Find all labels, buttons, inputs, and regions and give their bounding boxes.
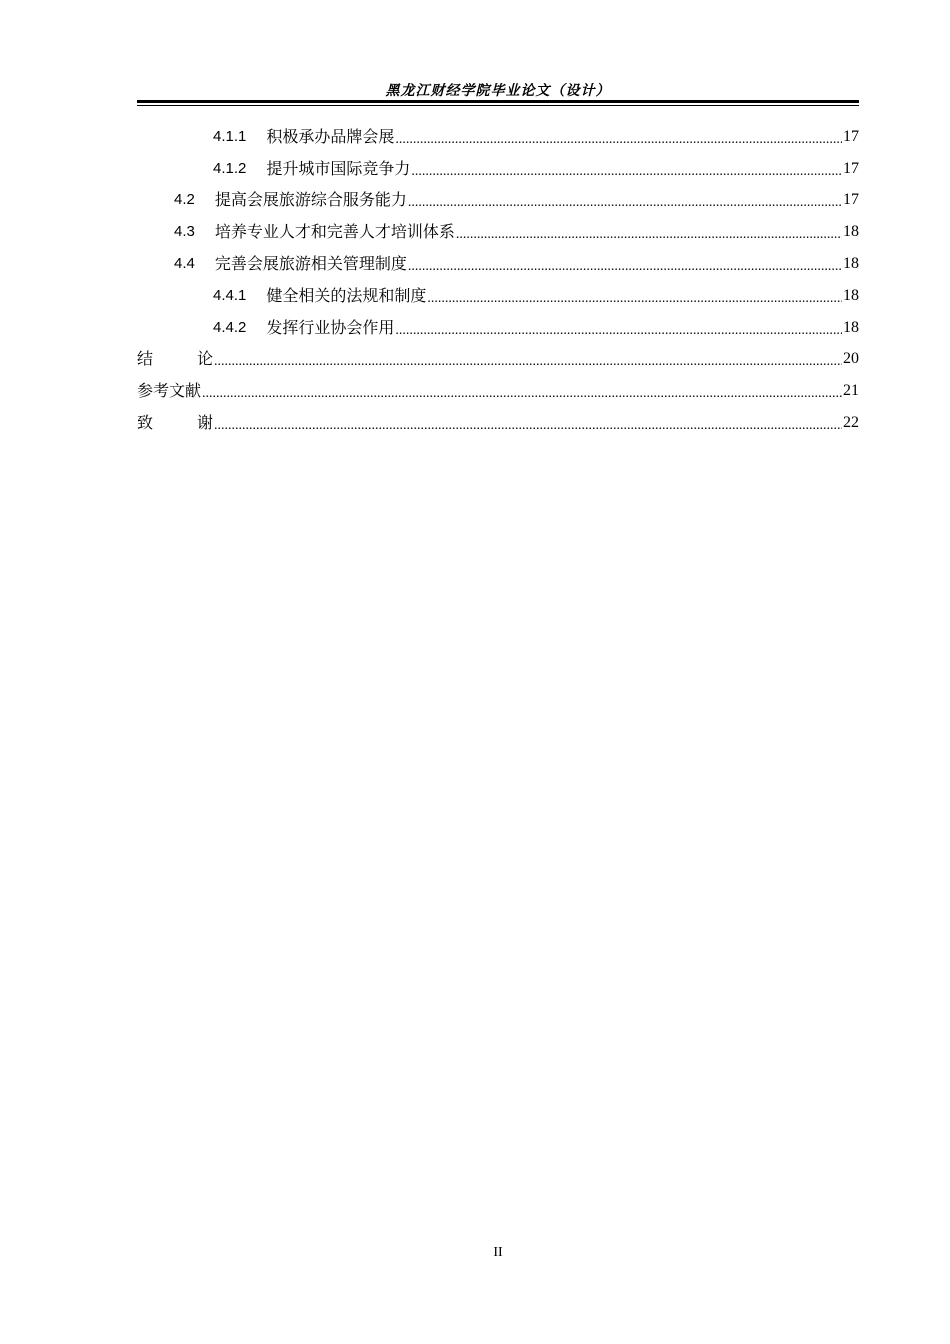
toc-entry-title: 参考文献	[137, 381, 202, 401]
toc-entry-number: 4.4.1	[213, 286, 247, 304]
toc-entry-number: 4.1.1	[213, 127, 247, 145]
header-rule-thin	[137, 105, 859, 106]
toc-entry-page: 18	[843, 255, 859, 273]
toc-entry-title: 完善会展旅游相关管理制度	[214, 254, 407, 274]
toc-entry-number: 4.3	[174, 223, 195, 241]
toc-dot-leader	[214, 355, 842, 369]
toc-dot-leader	[395, 133, 842, 147]
toc-entry-page: 20	[843, 350, 859, 368]
toc-entry-4-1-1[interactable]	[137, 121, 859, 153]
toc-dot-leader	[408, 196, 842, 210]
toc-entry-page: 18	[843, 223, 859, 241]
toc-entry-4-4[interactable]	[137, 248, 859, 280]
page-number: II	[493, 1245, 503, 1260]
toc-entry-title: 培养专业人才和完善人才培训体系	[214, 222, 455, 242]
toc-entry-4-4-1[interactable]	[137, 280, 859, 312]
toc-dot-leader	[456, 228, 842, 242]
toc-entry-page: 18	[843, 318, 859, 336]
toc-dot-leader	[202, 387, 842, 401]
toc-dot-leader	[214, 419, 842, 433]
toc-entry-title: 提升城市国际竞争力	[266, 158, 411, 178]
toc-entry-title: 发挥行业协会作用	[266, 317, 395, 337]
toc-entry-title-part1: 结	[137, 349, 154, 369]
toc-entry-page: 21	[843, 382, 859, 400]
table-of-contents	[137, 121, 859, 439]
header-rule-thick	[137, 100, 859, 103]
page-header-title: 黑龙江财经学院毕业论文（设计）	[385, 83, 611, 99]
toc-dot-leader	[395, 324, 842, 338]
toc-entry-page: 17	[843, 159, 859, 177]
toc-entry-title: 健全相关的法规和制度	[266, 285, 427, 305]
toc-entry-acknowledgements[interactable]	[137, 407, 859, 439]
toc-dot-leader	[411, 165, 842, 179]
toc-entry-page: 18	[843, 286, 859, 304]
toc-entry-page: 17	[843, 127, 859, 145]
toc-dot-leader	[427, 292, 842, 306]
toc-entry-title-part2: 论	[197, 349, 214, 369]
toc-dot-leader	[408, 260, 842, 274]
toc-entry-page: 22	[843, 414, 859, 432]
toc-entry-conclusion[interactable]	[137, 344, 859, 376]
toc-entry-4-3[interactable]	[137, 216, 859, 248]
toc-entry-number: 4.4	[174, 255, 195, 273]
toc-entry-title: 提高会展旅游综合服务能力	[214, 190, 407, 210]
toc-entry-4-1-2[interactable]	[137, 153, 859, 185]
toc-entry-title: 积极承办品牌会展	[266, 126, 395, 146]
toc-entry-4-4-2[interactable]	[137, 312, 859, 344]
toc-entry-title-part2: 谢	[197, 413, 214, 433]
toc-entry-number: 4.1.2	[213, 159, 247, 177]
toc-entry-references[interactable]	[137, 375, 859, 407]
toc-entry-page: 17	[843, 191, 859, 209]
toc-entry-number: 4.2	[174, 191, 195, 209]
toc-entry-number: 4.4.2	[213, 318, 247, 336]
toc-entry-title-part1: 致	[137, 413, 154, 433]
toc-entry-4-2[interactable]	[137, 185, 859, 217]
